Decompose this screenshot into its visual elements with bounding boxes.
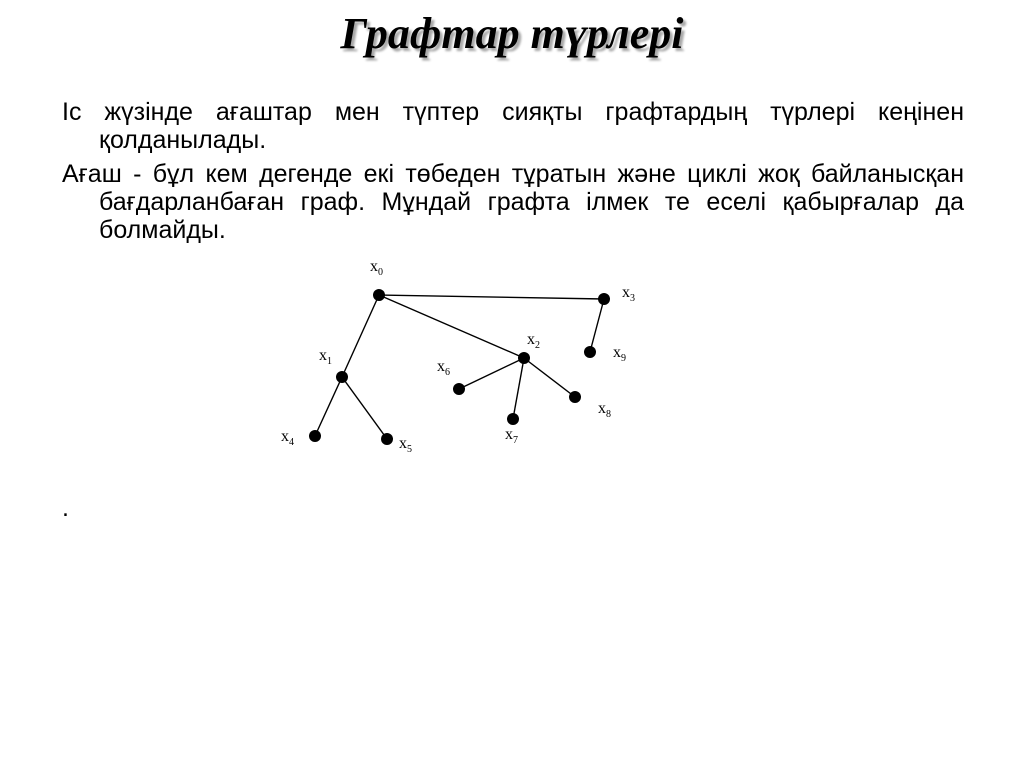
edge-x2-x7 — [513, 358, 524, 419]
node-label-x2 — [527, 331, 540, 351]
edge-x0-x1 — [342, 295, 379, 377]
node-label-base: x — [281, 428, 289, 445]
node-label-subscript: 8 — [606, 409, 611, 420]
node-label-x5 — [399, 435, 412, 455]
node-label-x3 — [622, 284, 635, 304]
node-label-base: x — [399, 435, 407, 452]
node-label-x8 — [598, 400, 611, 420]
node-x3 — [598, 293, 610, 305]
node-label-base: x — [370, 258, 378, 275]
node-label-subscript: 6 — [445, 367, 450, 378]
node-label-base: x — [319, 347, 327, 364]
edge-x1-x4 — [315, 377, 342, 436]
trailing-text: . — [62, 494, 69, 522]
paragraph-1: Іс жүзінде ағаштар мен түптер сияқты графтардың түрлері кеңінен қолданылады. — [62, 98, 964, 154]
node-x7 — [507, 413, 519, 425]
node-x6 — [453, 383, 465, 395]
edge-x2-x6 — [459, 358, 524, 389]
edge-x3-x9 — [590, 299, 604, 352]
node-x9 — [584, 346, 596, 358]
node-x2 — [518, 352, 530, 364]
paragraph-2: Ағаш - бұл кем дегенде екі төбеден тұратын және циклі жоқ байланысқан бағдарланбаған граф. Мұндай графта ілмек те еселі қабырғалар да болмайды. — [62, 160, 964, 244]
edge-x0-x2 — [379, 295, 524, 358]
node-label-base: x — [598, 400, 606, 417]
node-label-x6 — [437, 358, 450, 378]
node-label-subscript: 5 — [407, 444, 412, 455]
node-label-subscript: 1 — [327, 356, 332, 367]
node-label-subscript: 3 — [630, 293, 635, 304]
node-label-base: x — [613, 344, 621, 361]
node-x1 — [336, 371, 348, 383]
edge-x0-x3 — [379, 295, 604, 299]
edge-x2-x8 — [524, 358, 575, 397]
node-label-x0 — [370, 258, 383, 278]
node-x0 — [373, 289, 385, 301]
node-label-x4 — [281, 428, 294, 448]
node-label-subscript: 7 — [513, 435, 518, 446]
node-label-base: x — [437, 358, 445, 375]
node-label-x7 — [505, 426, 518, 446]
node-x4 — [309, 430, 321, 442]
node-label-base: x — [505, 426, 513, 443]
node-x5 — [381, 433, 393, 445]
node-label-x9 — [613, 344, 626, 364]
node-label-base: x — [622, 284, 630, 301]
slide-title: Графтар түрлері — [340, 9, 684, 58]
node-label-subscript: 2 — [535, 340, 540, 351]
edge-x1-x5 — [342, 377, 387, 439]
node-label-x1 — [319, 347, 332, 367]
node-label-subscript: 0 — [378, 267, 383, 278]
node-x8 — [569, 391, 581, 403]
node-label-base: x — [527, 331, 535, 348]
node-label-subscript: 9 — [621, 353, 626, 364]
node-label-subscript: 4 — [289, 437, 294, 448]
